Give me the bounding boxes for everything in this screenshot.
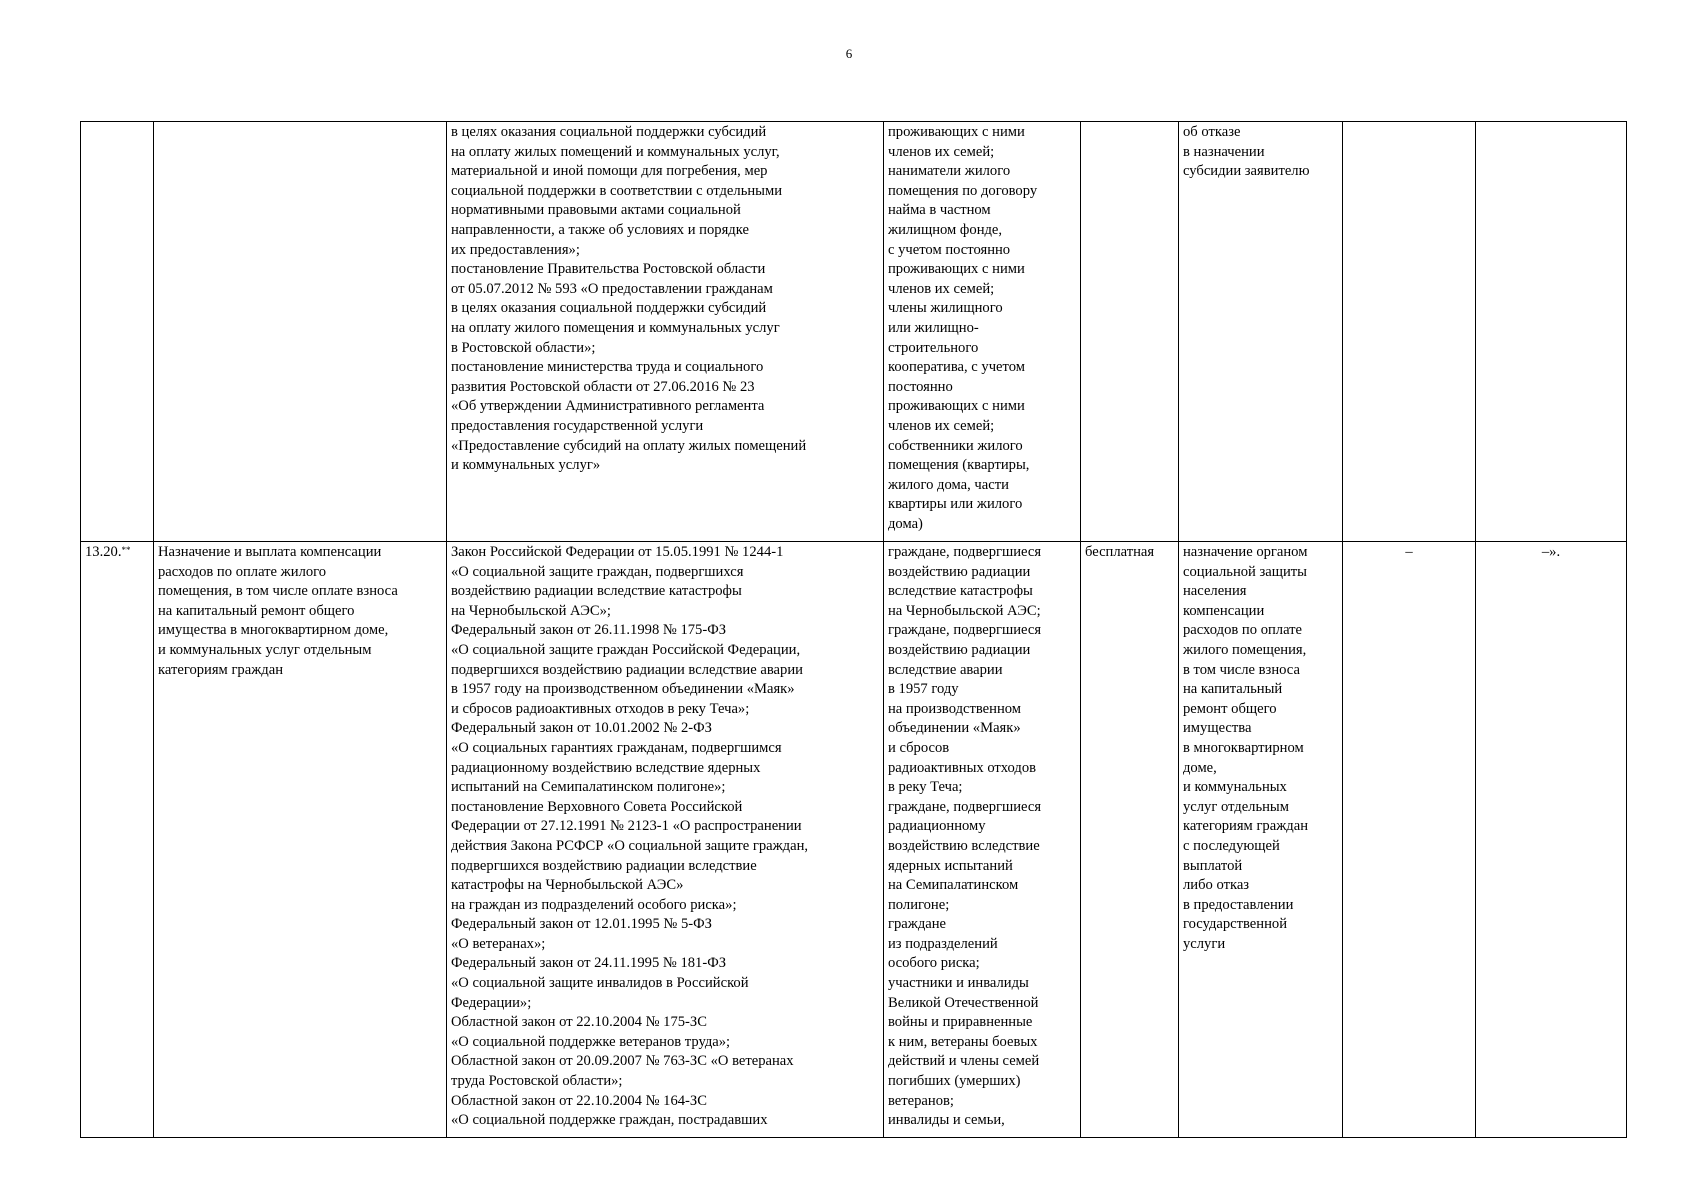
service-name-cell [154, 122, 447, 542]
legal-basis-text [451, 543, 879, 1131]
text-line: и сбросов [888, 739, 950, 756]
service-name-text [158, 543, 442, 680]
text-line: и коммунальных [1183, 779, 1287, 796]
legal-basis-cell [447, 542, 884, 1138]
text-line: имущества в многоквартирном доме, [158, 622, 389, 639]
text-line: труда Ростовской области»; [451, 1073, 623, 1090]
text-line: испытаний на Семипалатинском полигоне»; [451, 779, 726, 796]
text-line: подвергшихся воздействию радиации вследствие аварии [451, 661, 803, 678]
text-line: постановление Правительства Ростовской области [451, 261, 766, 278]
text-line: полигоне; [888, 896, 950, 913]
result-text [1183, 543, 1338, 954]
text-line: расходов по оплате [1183, 622, 1303, 639]
text-line: граждане, подвергшиеся [888, 622, 1042, 639]
text-line: «Предоставление субсидий на оплату жилых помещений [451, 437, 807, 454]
text-line: погибших (умерших) [888, 1073, 1021, 1090]
text-line: жилого помещения, [1183, 641, 1307, 658]
text-line: населения [1183, 583, 1247, 600]
text-line: квартиры или жилого [888, 496, 1023, 513]
text-line: их предоставления»; [451, 241, 580, 258]
column-7-cell [1343, 542, 1476, 1138]
text-line: Областной закон от 22.10.2004 № 164-ЗС [451, 1092, 707, 1109]
text-line: инвалиды и семьи, [888, 1112, 1005, 1129]
result-cell [1179, 122, 1343, 542]
text-line: Федерации»; [451, 994, 532, 1011]
text-line: вследствие аварии [888, 661, 1003, 678]
column-8-cell [1476, 122, 1627, 542]
fee-value: бесплатная [1085, 544, 1155, 560]
text-line: на производственном [888, 700, 1022, 717]
text-line: помещения (квартиры, [888, 457, 1030, 474]
text-line: помещения, в том числе оплате взноса [158, 583, 398, 600]
text-line: к ним, ветераны боевых [888, 1033, 1038, 1050]
text-line: с последующей [1183, 837, 1280, 854]
text-line: Федеральный закон от 24.11.1995 № 181-ФЗ [451, 955, 727, 972]
text-line: «О социальной защите граждан Российской Федерации, [451, 641, 801, 658]
text-line: найма в частном [888, 202, 991, 219]
text-line: на капитальный ремонт общего [158, 602, 355, 619]
legal-basis-cell [447, 122, 884, 542]
text-line: проживающих с ними [888, 124, 1025, 140]
text-line: радиационному [888, 818, 986, 835]
text-line: назначение органом [1183, 544, 1308, 560]
text-line: катастрофы на Чернобыльской АЭС» [451, 877, 684, 894]
text-line: радиоактивных отходов [888, 759, 1037, 776]
applicants-text [888, 123, 1076, 534]
text-line: на оплату жилых помещений и коммунальных услуг, [451, 143, 780, 160]
result-text [1183, 123, 1338, 182]
text-line: проживающих с ними [888, 398, 1025, 415]
text-line: жилищном фонде, [888, 221, 1003, 238]
column-7-cell [1343, 122, 1476, 542]
text-line: Федерации от 27.12.1991 № 2123-1 «О распространении [451, 818, 802, 835]
number-cell [81, 122, 154, 542]
fee-cell [1081, 122, 1179, 542]
text-line: на капитальный [1183, 681, 1283, 698]
text-line: в многоквартирном [1183, 739, 1304, 756]
text-line: Федеральный закон от 12.01.1995 № 5-ФЗ [451, 916, 712, 933]
text-line: социальной поддержки в соответствии с отдельными [451, 182, 783, 199]
text-line: ветеранов; [888, 1092, 954, 1109]
text-line: с учетом постоянно [888, 241, 1011, 258]
text-line: Федеральный закон от 26.11.1998 № 175-ФЗ [451, 622, 727, 639]
column-8-cell [1476, 542, 1627, 1138]
table-row [81, 542, 1627, 1138]
text-line: и сбросов радиоактивных отходов в реку Теча»; [451, 700, 750, 717]
text-line: дома) [888, 515, 923, 532]
text-line: «Об утверждении Административного регламента [451, 398, 765, 415]
text-line: войны и приравненные [888, 1014, 1033, 1031]
text-line: «О социальной поддержке ветеранов труда»; [451, 1033, 731, 1050]
text-line: «О ветеранах»; [451, 935, 546, 952]
text-line: Великой Отечественной [888, 994, 1039, 1011]
item-number: 13.20. [85, 544, 122, 560]
text-line: государственной [1183, 916, 1288, 933]
text-line: выплатой [1183, 857, 1243, 874]
text-line: и коммунальных услуг отдельным [158, 641, 372, 658]
result-cell [1179, 542, 1343, 1138]
text-line: граждане [888, 916, 947, 933]
text-line: имущества [1183, 720, 1252, 737]
services-table [80, 121, 1627, 1138]
text-line: постановление Верховного Совета Российской [451, 798, 743, 815]
text-line: субсидии заявителю [1183, 163, 1310, 180]
text-line: Закон Российской Федерации от 15.05.1991 № 1244-1 [451, 544, 784, 560]
applicants-text [888, 543, 1076, 1131]
text-line: об отказе [1183, 124, 1241, 140]
text-line: компенсации [1183, 602, 1265, 619]
number-cell [81, 542, 154, 1138]
text-line: членов их семей; [888, 417, 995, 434]
text-line: расходов по оплате жилого [158, 563, 327, 580]
text-line: участники и инвалиды [888, 975, 1029, 992]
text-line: собственники жилого [888, 437, 1023, 454]
text-line: в Ростовской области»; [451, 339, 596, 356]
text-line: в реку Теча; [888, 779, 963, 796]
text-line: на Чернобыльской АЭС; [888, 602, 1041, 619]
text-line: в 1957 году на производственном объединении «Маяк» [451, 681, 795, 698]
text-line: услуги [1183, 935, 1226, 952]
table-row [81, 122, 1627, 542]
text-line: из подразделений [888, 935, 998, 952]
text-line: Назначение и выплата компенсации [158, 544, 382, 560]
text-line: от 05.07.2012 № 593 «О предоставлении гражданам [451, 280, 773, 297]
text-line: на Чернобыльской АЭС»; [451, 602, 611, 619]
text-line: «О социальной защите граждан, подвергшихся [451, 563, 744, 580]
text-line: или жилищно- [888, 319, 979, 336]
text-line: нормативными правовыми актами социальной [451, 202, 741, 219]
text-line: на граждан из подразделений особого риска»; [451, 896, 737, 913]
text-line: на Семипалатинском [888, 877, 1019, 894]
text-line: в 1957 году [888, 681, 959, 698]
text-line: подвергшихся воздействию радиации вследствие [451, 857, 757, 874]
text-line: материальной и иной помощи для погребения, мер [451, 163, 768, 180]
text-line: в целях оказания социальной поддержки субсидий [451, 300, 767, 317]
text-line: услуг отдельным [1183, 798, 1289, 815]
text-line: воздействию радиации [888, 563, 1031, 580]
fee-cell [1081, 542, 1179, 1138]
text-line: вследствие катастрофы [888, 583, 1033, 600]
text-line: в назначении [1183, 143, 1265, 160]
text-line: Федеральный закон от 10.01.2002 № 2-ФЗ [451, 720, 712, 737]
text-line: доме, [1183, 759, 1217, 776]
text-line: члены жилищного [888, 300, 1003, 317]
text-line: ядерных испытаний [888, 857, 1013, 874]
footnote-mark: ** [121, 545, 131, 555]
text-line: воздействию радиации [888, 641, 1031, 658]
text-line: членов их семей; [888, 280, 995, 297]
text-line: на оплату жилого помещения и коммунальных услуг [451, 319, 780, 336]
text-line: радиационному воздействию вследствие ядерных [451, 759, 761, 776]
text-line: объединении «Маяк» [888, 720, 1021, 737]
text-line: наниматели жилого [888, 163, 1011, 180]
text-line: Областной закон от 22.10.2004 № 175-ЗС [451, 1014, 707, 1031]
text-line: Областной закон от 20.09.2007 № 763-ЗС «О ветеранах [451, 1053, 794, 1070]
text-line: и коммунальных услуг» [451, 457, 601, 474]
text-line: членов их семей; [888, 143, 995, 160]
text-line: категориям граждан [1183, 818, 1309, 835]
text-line: в предоставлении [1183, 896, 1294, 913]
text-line: граждане, подвергшиеся [888, 798, 1042, 815]
text-line: постановление министерства труда и социального [451, 359, 764, 376]
text-line: ремонт общего [1183, 700, 1277, 717]
text-line: «О социальных гарантиях гражданам, подвергшимся [451, 739, 782, 756]
text-line: граждане, подвергшиеся [888, 544, 1042, 560]
column-8-value: –». [1541, 544, 1561, 560]
text-line: развития Ростовской области от 27.06.2016 № 23 [451, 378, 755, 395]
text-line: воздействию вследствие [888, 837, 1040, 854]
text-line: направленности, а также об условиях и порядке [451, 221, 749, 238]
text-line: «О социальной защите инвалидов в Российской [451, 975, 749, 992]
text-line: действий и члены семей [888, 1053, 1040, 1070]
page-number: 6 [845, 46, 853, 61]
text-line: действия Закона РСФСР «О социальной защите граждан, [451, 837, 809, 854]
applicants-cell [884, 122, 1081, 542]
text-line: помещения по договору [888, 182, 1038, 199]
text-line: проживающих с ними [888, 261, 1025, 278]
text-line: воздействию радиации вследствие катастрофы [451, 583, 742, 600]
text-line: строительного [888, 339, 979, 356]
text-line: в том числе взноса [1183, 661, 1300, 678]
text-line: предоставления государственной услуги [451, 417, 704, 434]
legal-basis-text [451, 123, 879, 476]
text-line: либо отказ [1183, 877, 1250, 894]
text-line: жилого дома, части [888, 476, 1009, 493]
service-name-cell [154, 542, 447, 1138]
text-line: особого риска; [888, 955, 980, 972]
applicants-cell [884, 542, 1081, 1138]
text-line: кооператива, с учетом [888, 359, 1025, 376]
text-line: категориям граждан [158, 661, 284, 678]
text-line: «О социальной поддержке граждан, пострадавших [451, 1112, 768, 1129]
text-line: социальной защиты [1183, 563, 1307, 580]
text-line: постоянно [888, 378, 953, 395]
text-line: в целях оказания социальной поддержки субсидий [451, 124, 767, 140]
column-7-value: – [1405, 544, 1413, 560]
